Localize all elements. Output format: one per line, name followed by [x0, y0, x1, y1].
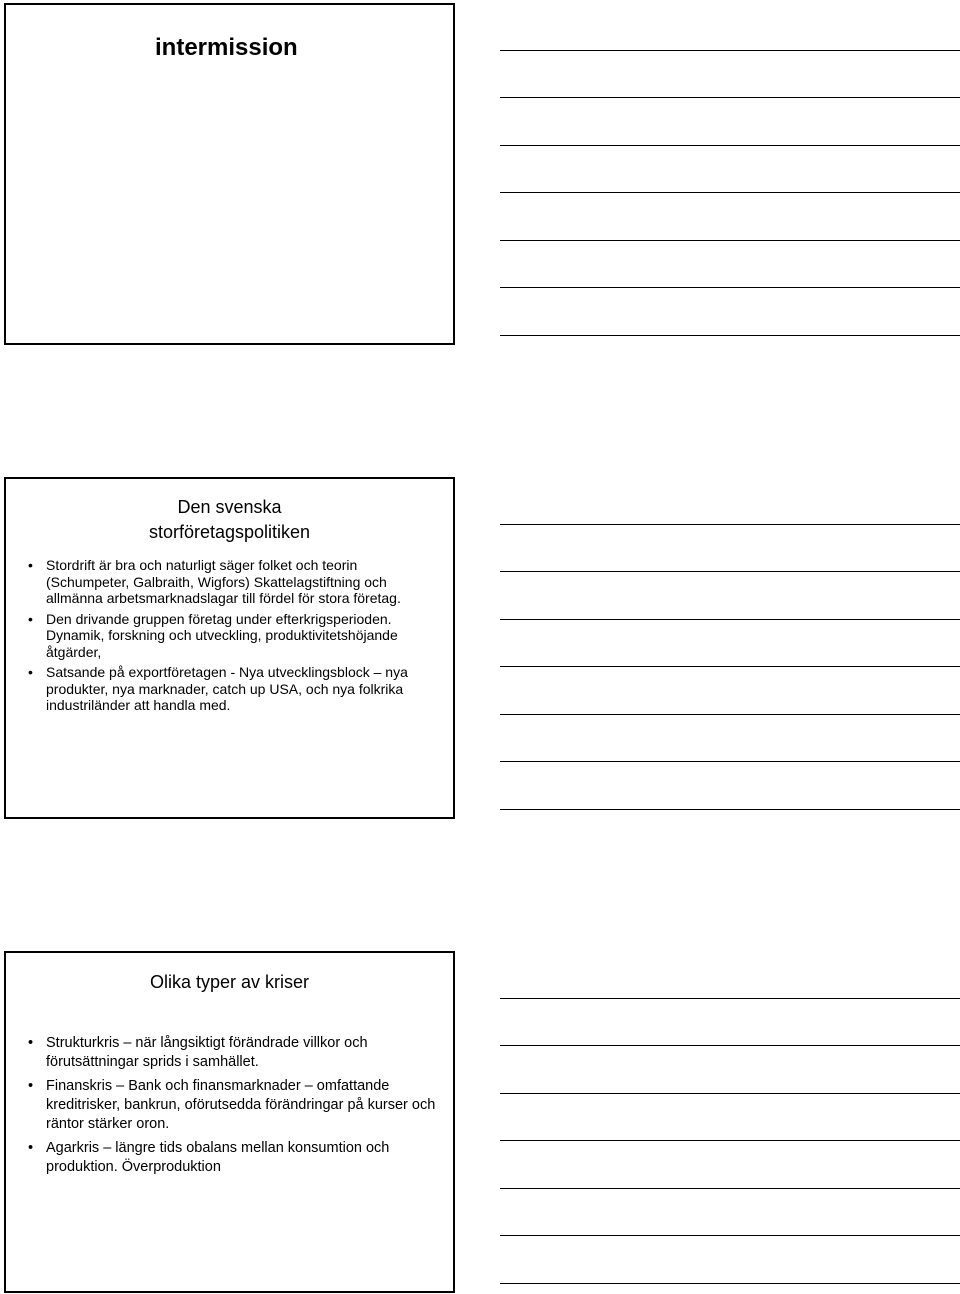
note-line [500, 571, 960, 572]
slide-title [6, 495, 453, 545]
list-item [28, 1034, 437, 1072]
bullet-icon: • [28, 1078, 34, 1094]
bullet-icon: • [28, 664, 33, 680]
note-line [500, 287, 960, 288]
list-item [28, 611, 437, 661]
note-line [500, 240, 960, 241]
note-line [500, 50, 960, 51]
note-line [500, 97, 960, 98]
bullet-list [28, 557, 437, 718]
note-line [500, 192, 960, 193]
note-line [500, 1140, 960, 1141]
note-line [500, 619, 960, 620]
note-line [500, 666, 960, 667]
list-item [28, 1139, 437, 1177]
note-line [500, 1235, 960, 1236]
list-item-text: Strukturkris – när långsiktigt förändrade villkor och förutsättningar sprids i samhället. [46, 1035, 368, 1070]
slide-2 [4, 477, 455, 819]
note-line [500, 524, 960, 525]
slide-title-line-2: storföretagspolitiken [148, 522, 311, 542]
list-item-text: Finanskris – Bank och finansmarknader – omfattande kreditrisker, bankrun, oförutsedda förändringar på kurser och räntor stärker oron. [46, 1078, 436, 1132]
bullet-icon: • [28, 610, 33, 627]
slide-title: intermission [155, 34, 298, 61]
list-item-text: Agarkris – längre tids obalans mellan konsumtion och produktion. Överproduktion [46, 1140, 390, 1175]
bullet-icon: • [28, 1140, 34, 1156]
note-line [500, 1283, 960, 1284]
list-item-text: Stordrift är bra och naturligt säger folket och teorin (Schumpeter, Galbraith, Wigfors) Skattelagstiftning och allmänna arbetsmarknadslagar till fördel för stora företag. [46, 557, 401, 606]
bullet-list [28, 1034, 437, 1182]
note-line [500, 998, 960, 999]
note-line [500, 145, 960, 146]
list-item [28, 557, 437, 607]
list-item-text: Den drivande gruppen företag under efterkrigsperioden. Dynamik, forskning och utveckling, produktivitetshöjande åtgärder, [46, 610, 398, 660]
note-line [500, 1188, 960, 1189]
slide-3 [4, 951, 455, 1293]
bullet-icon: • [28, 557, 33, 573]
slide-1 [4, 3, 455, 345]
bullet-icon: • [28, 1035, 34, 1051]
note-line [500, 335, 960, 336]
slide-title-line-1: Den svenska [177, 497, 282, 517]
list-item-text: Satsande på exportföretagen - Nya utvecklingsblock – nya produkter, nya marknader, catch up USA, och nya folkrika industriländer att handla med. [46, 664, 408, 713]
note-line [500, 809, 960, 810]
note-line [500, 1045, 960, 1046]
note-line [500, 761, 960, 762]
slide-title: Olika typer av kriser [149, 972, 310, 992]
list-item [28, 664, 437, 714]
note-line [500, 714, 960, 715]
list-item [28, 1077, 437, 1134]
note-line [500, 1093, 960, 1094]
